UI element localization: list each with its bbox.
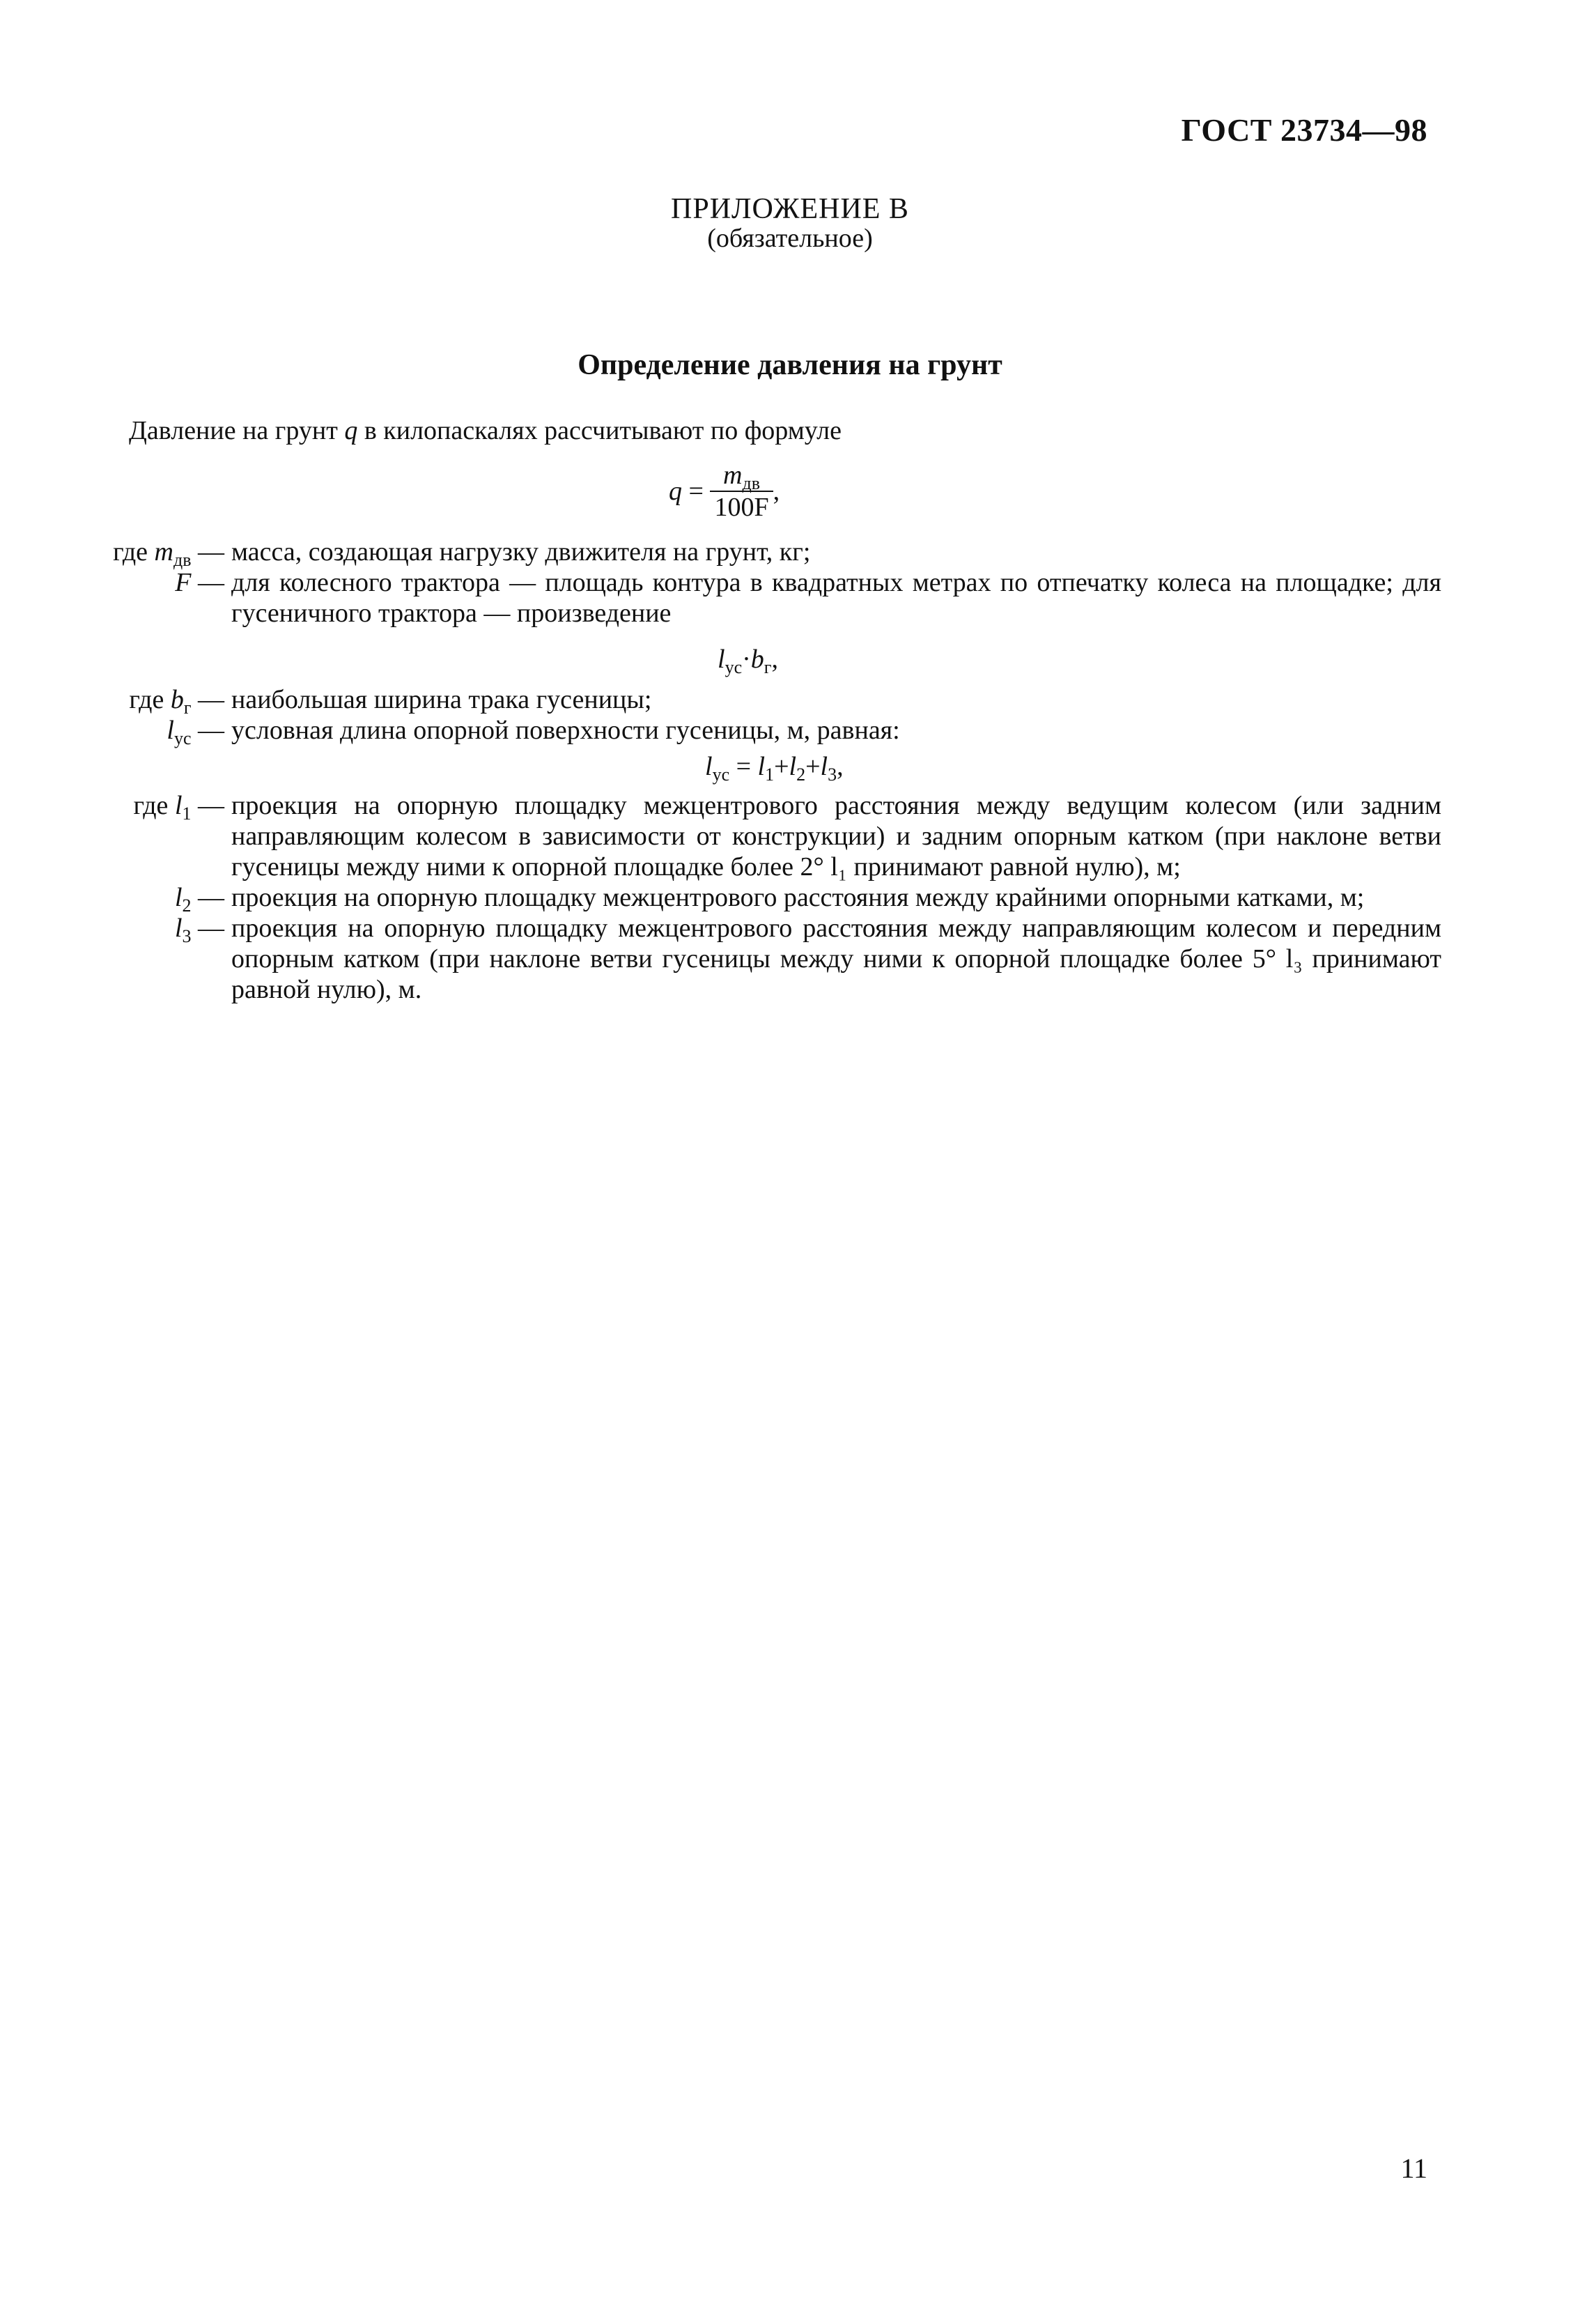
definitions-group-3 bbox=[57, 790, 1441, 1005]
definition-row bbox=[57, 567, 1441, 629]
label-sub: 2 bbox=[182, 895, 192, 916]
sum-term-2-sub: 2 bbox=[796, 764, 806, 785]
label-prefix: где bbox=[113, 537, 155, 567]
label-sub: г bbox=[183, 698, 192, 718]
label-dash: — bbox=[191, 685, 224, 714]
definition-row bbox=[57, 790, 1441, 882]
intro-text-before: Давление на грунт bbox=[129, 416, 345, 445]
sum-term-1: l bbox=[757, 752, 766, 781]
definition-label bbox=[57, 684, 231, 718]
definition-label bbox=[57, 790, 231, 882]
label-prefix: где bbox=[129, 685, 171, 714]
label-dash: — bbox=[191, 537, 224, 567]
label-dash: — bbox=[191, 568, 224, 597]
formula-lhs: q bbox=[669, 477, 682, 506]
document-code: ГОСТ 23734—98 bbox=[1181, 112, 1427, 148]
definitions-group-1 bbox=[57, 537, 1441, 629]
sum-plus-2: + bbox=[805, 752, 821, 781]
label-var: l bbox=[174, 914, 183, 943]
product-tail: , bbox=[771, 645, 778, 674]
definition-text: условная длина опорной поверхности гусеницы, м, равная: bbox=[231, 716, 900, 745]
intro-var: q bbox=[344, 416, 358, 445]
definition-row bbox=[57, 913, 1441, 1005]
label-sub: 3 bbox=[182, 926, 192, 946]
formula-eq: = bbox=[682, 477, 711, 506]
intro-paragraph bbox=[129, 415, 842, 446]
label-var: l bbox=[166, 716, 174, 745]
sum-term-3: l bbox=[820, 752, 828, 781]
appendix-title: ПРИЛОЖЕНИЕ В bbox=[671, 193, 909, 225]
formula-product bbox=[718, 644, 778, 675]
definition-label bbox=[57, 715, 231, 746]
definition-text: наибольшая ширина трака гусеницы; bbox=[231, 685, 652, 714]
formula-numerator bbox=[710, 460, 773, 492]
formula-length-sum bbox=[705, 751, 844, 785]
sum-lhs-sub: ус bbox=[712, 764, 730, 785]
label-var: l bbox=[174, 791, 183, 820]
product-a: l bbox=[718, 645, 725, 674]
label-var: F bbox=[175, 568, 192, 597]
label-dash: — bbox=[191, 883, 224, 912]
label-dash: — bbox=[191, 716, 224, 745]
intro-text-after: в килопаскалях рассчитывают по формуле bbox=[357, 416, 842, 445]
formula-tail: , bbox=[773, 477, 780, 506]
sum-term-2: l bbox=[789, 752, 797, 781]
definition-text: проекция на опорную площадку межцентрового расстояния между направляющим колесом и передним опорным катком (при наклоне ветви гусеницы между ними к опорной площадке более 5° l₃ принимают равной нулю), м. bbox=[231, 914, 1441, 1004]
section-title: Определение давления на грунт bbox=[578, 349, 1002, 381]
product-a-sub: ус bbox=[725, 657, 743, 677]
definition-label bbox=[57, 567, 231, 629]
definition-text: масса, создающая нагрузку движителя на грунт, кг; bbox=[231, 537, 811, 567]
definition-label bbox=[57, 913, 231, 1005]
sum-term-1-sub: 1 bbox=[765, 764, 775, 785]
label-var: m bbox=[154, 537, 173, 567]
sum-term-3-sub: 3 bbox=[828, 764, 837, 785]
label-var: l bbox=[174, 883, 183, 912]
definition-row bbox=[57, 537, 1441, 570]
label-dash: — bbox=[191, 914, 224, 943]
definition-text: проекция на опорную площадку межцентрового расстояния между крайними опорными катками, м; bbox=[231, 883, 1365, 912]
numerator-sub: дв bbox=[742, 473, 760, 493]
label-var: b bbox=[170, 685, 184, 714]
label-sub: 1 bbox=[182, 803, 192, 824]
definition-label bbox=[57, 537, 231, 570]
definition-row bbox=[57, 715, 1441, 746]
definition-row bbox=[57, 684, 1441, 718]
label-sub: дв bbox=[173, 550, 192, 570]
label-sub: ус bbox=[173, 728, 192, 748]
label-prefix: где bbox=[133, 791, 175, 820]
definition-text: проекция на опорную площадку межцентрового расстояния между ведущим колесом (или задним направляющим колесом в зависимости от конструкции) и задним опорным катком (при наклоне ветви гусеницы между ними к опорной площадке более 2° l₁ принимают равной нулю), м; bbox=[231, 791, 1441, 882]
sum-tail: , bbox=[837, 752, 844, 781]
sum-plus-1: + bbox=[774, 752, 789, 781]
definitions-group-2 bbox=[57, 684, 1441, 746]
page-number: 11 bbox=[1400, 2153, 1427, 2184]
definition-label bbox=[57, 882, 231, 916]
numerator-var: m bbox=[723, 461, 743, 490]
sum-eq: = bbox=[729, 752, 758, 781]
product-b: b bbox=[750, 645, 764, 674]
formula-fraction bbox=[710, 460, 773, 523]
definition-row bbox=[57, 882, 1441, 916]
definition-text: для колесного трактора — площадь контура в квадратных метрах по отпечатку колеса на площадке; для гусеничного трактора — произведение bbox=[231, 568, 1441, 628]
appendix-subtitle: (обязательное) bbox=[707, 224, 873, 253]
product-b-sub: г bbox=[764, 657, 772, 677]
formula-pressure bbox=[669, 460, 780, 523]
product-dot: · bbox=[742, 645, 751, 674]
formula-denominator: 100F bbox=[714, 493, 769, 522]
sum-lhs: l bbox=[705, 752, 713, 781]
label-dash: — bbox=[191, 791, 224, 820]
